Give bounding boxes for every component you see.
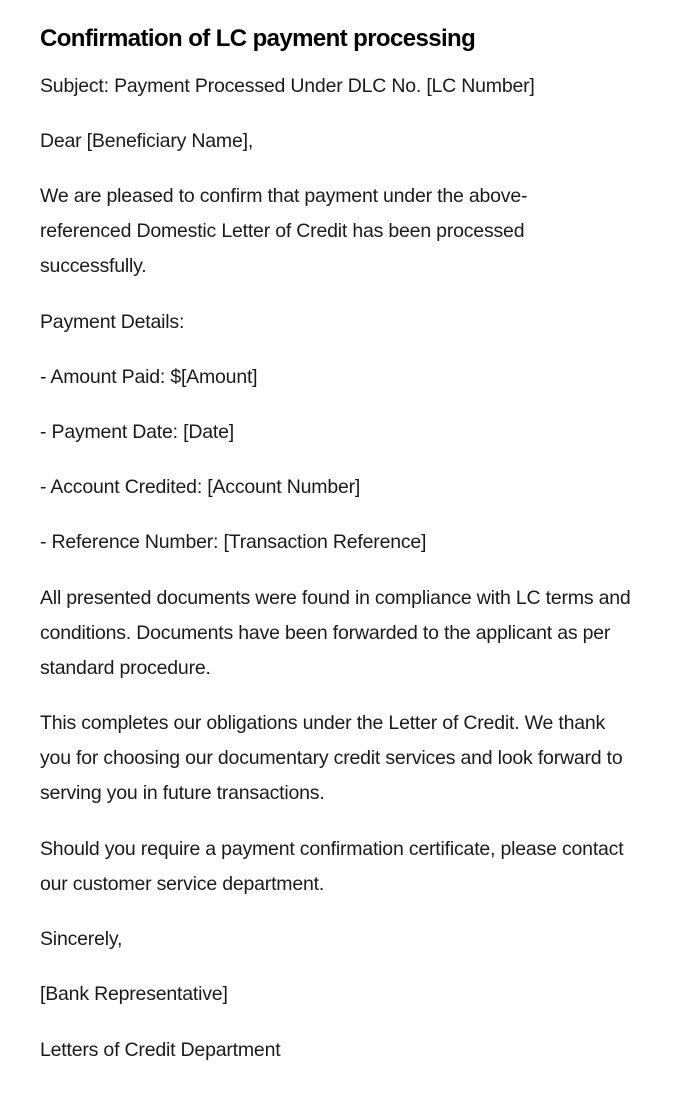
salutation: Dear [Beneficiary Name], bbox=[40, 130, 254, 152]
closing: Sincerely, bbox=[40, 928, 123, 950]
document-title: Confirmation of LC payment processing bbox=[40, 25, 476, 52]
detail-amount-paid: - Amount Paid: $[Amount] bbox=[40, 366, 258, 388]
payment-details-heading: Payment Details: bbox=[40, 311, 185, 333]
certificate-paragraph: Should you require a payment confirmation certificate, please contact our customer service department. bbox=[40, 838, 624, 895]
completion-paragraph: This completes our obligations under the Letter of Credit. We thank you for choosing our documentary credit services and look forward to serving you in future transactions. bbox=[40, 712, 623, 804]
department: Letters of Credit Department bbox=[40, 1039, 281, 1061]
detail-payment-date: - Payment Date: [Date] bbox=[40, 421, 234, 443]
intro-paragraph: We are pleased to confirm that payment under the above-referenced Domestic Letter of Credit has been processed successfully. bbox=[40, 185, 528, 277]
subject-line: Subject: Payment Processed Under DLC No. [LC Number] bbox=[40, 75, 535, 97]
compliance-paragraph: All presented documents were found in compliance with LC terms and conditions. Documents have been forwarded to the applicant as per standard procedure. bbox=[40, 587, 631, 679]
detail-account-credited: - Account Credited: [Account Number] bbox=[40, 476, 361, 498]
detail-reference-number: - Reference Number: [Transaction Reference] bbox=[40, 531, 427, 553]
signatory: [Bank Representative] bbox=[40, 983, 228, 1005]
